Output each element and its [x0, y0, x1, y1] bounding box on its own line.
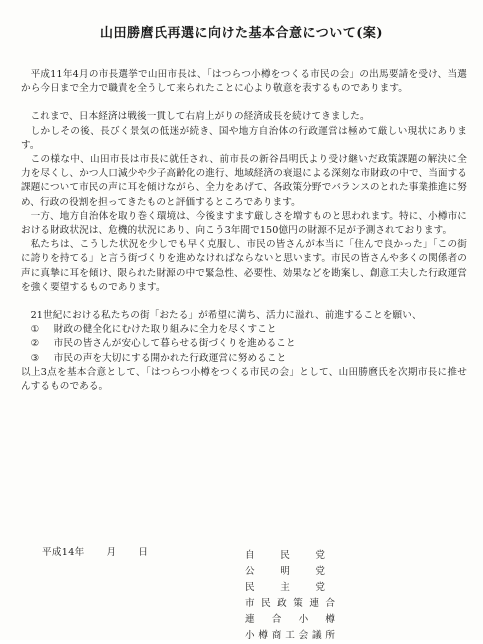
- list-text: 市民の皆さんが安心して暮らせる街づくりを進めること: [53, 338, 296, 350]
- signatory-komeito: 公明党: [245, 566, 335, 577]
- signatory-dpj: 民主党: [245, 582, 335, 593]
- signatory-ldp: 自民党: [245, 550, 335, 561]
- paragraph-finance: 一方、地方自治体を取り巻く環境は、今後ますます厳しさを増すものと思われます。特に、小樽市における財政状況は、危機的状況にあり、向こう3年間で150億円の財源不足が予測されております。: [21, 210, 467, 237]
- agreement-list: [21, 323, 467, 366]
- list-item: [21, 352, 467, 366]
- paragraph-closing: 以上3点を基本合意として、「はつらつ小樽をつくる市民の会」として、山田勝麿氏を次期市長に推せんするものである。: [21, 366, 467, 393]
- paragraph-request: 私たちは、こうした状況を少しでも早く克服し、市民の皆さんが本当に「住んで良かった」「この街に誇りを持てる」と言う街づくりを進めなければならないと思います。市民の皆さんや多くの関係者の声に真摯に耳を傾け、限られた財源の中で緊急性、必要性、効果などを勘案し、創意工夫した行政運営を強く要望するものであります。: [21, 239, 467, 293]
- date-era: 平成14年: [42, 547, 85, 558]
- signatory-list: [245, 548, 335, 644]
- paragraph-recession: しかしその後、長びく景気の低迷が続き、国や地方自治体の行政運営は極めて厳しい現状にあります。: [21, 125, 467, 151]
- date-day: 日: [138, 547, 149, 558]
- signatory-rengo-otaru: 連合小樽: [245, 614, 335, 625]
- paragraph-wish: 21世紀における私たちの街「おたる」が希望に満ち、活力に溢れ、前進することを願い、: [30, 310, 422, 322]
- list-text: 財政の健全化にむけた取り組みに全力を尽くすこと: [53, 324, 277, 336]
- list-item: [21, 323, 467, 337]
- signatory-citizens-policy: 市民政策連合: [245, 598, 335, 609]
- signatory-chamber-of-commerce: 小樽商工会議所: [245, 630, 335, 641]
- list-item: [21, 337, 467, 351]
- list-number: ②: [30, 338, 40, 350]
- list-text: 市民の声を大切にする開かれた行政運営に努めること: [53, 352, 287, 364]
- list-number: ①: [30, 324, 40, 336]
- document-body: [21, 68, 467, 394]
- list-number: ③: [30, 352, 40, 364]
- paragraph-intro: 平成11年4月の市長選挙で山田市長は、「はつらつ小樽をつくる市民の会」の出馬要請を受け、当選から今日まで全力で職責を全うして来られたことに心より敬意を表するものであります。: [21, 69, 467, 95]
- date-month: 月: [106, 547, 117, 558]
- paragraph-evaluation: この様な中、山田市長は市長に就任され、前市長の新谷昌明氏より受け継いだ政策課題の解決に全力を尽くし、かつ人口減少や少子高齢化の進行、地域経済の衰退による深刻な市財政の中で、当面する課題について市民の声に耳を傾けながら、全力をあげて、各政策分野でバランスのとれた事業推進に努め、行政の役割を担ってきたものと評価するところであります。: [21, 154, 467, 208]
- document-date: [42, 544, 148, 558]
- document-title: 山田勝麿氏再選に向けた基本合意について(案): [99, 26, 384, 41]
- paragraph-economy: これまで、日本経済は戦後一貫して右肩上がりの経済成長を続けてきました。: [30, 111, 370, 123]
